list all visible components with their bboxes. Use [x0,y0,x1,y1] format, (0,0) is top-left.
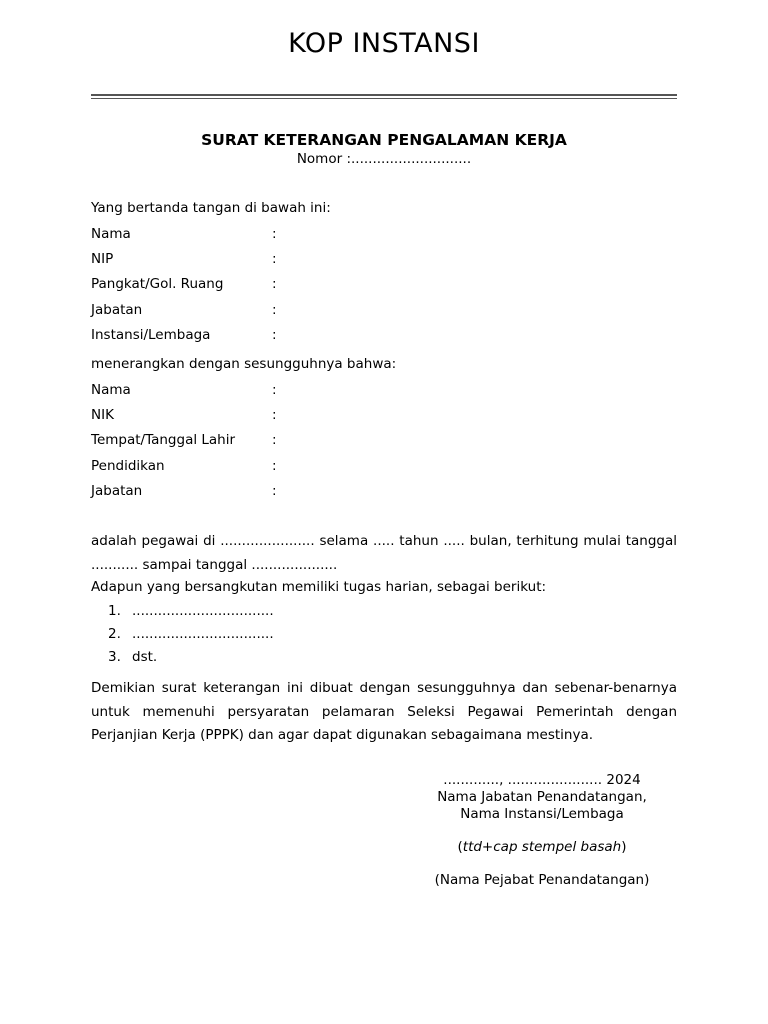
duty-number: 3. [108,649,121,665]
signer-field-colon: : [272,302,277,318]
duty-number: 1. [108,603,121,619]
closing-paragraph: Demikian surat keterangan ini dibuat dengan sesungguhnya dan sebenar-benarnya untuk memenuhi persyaratan pelamaran Seleksi Pegawai Pemerintah dengan Perjanjian Kerja (PPPK) dan agar dapat digunakan sebagaimana mestinya. [91,680,677,743]
duty-text: ................................. [132,603,274,619]
signature-stamp-note [414,839,670,855]
statement-text: menerangkan dengan sesungguhnya bahwa: [91,356,397,372]
employee-field-label: Nama [91,382,131,398]
intro-text: Yang bertanda tangan di bawah ini: [91,200,331,216]
letterhead-title: KOP INSTANSI [288,28,480,59]
duty-list-item [108,649,157,665]
stamp-paren-close: ) [621,839,627,855]
stamp-text: ttd+cap stempel basah [462,839,622,855]
document-title: SURAT KETERANGAN PENGALAMAN KERJA [201,131,567,149]
signer-field-label: Instansi/Lembaga [91,327,211,343]
employee-field-label: Jabatan [91,483,143,499]
letterhead-divider-thick [91,94,677,96]
employee-field-colon: : [272,458,277,474]
duty-text: dst. [132,649,158,665]
signer-field-label: NIP [91,251,114,267]
signer-field-colon: : [272,251,277,267]
signature-official-name: (Nama Pejabat Penandatangan) [434,872,650,888]
signer-field-label: Pangkat/Gol. Ruang [91,276,224,292]
signer-field-colon: : [272,276,277,292]
signer-field-label: Nama [91,226,131,242]
duty-text: ................................. [132,626,274,642]
duties-intro: Adapun yang bersangkutan memiliki tugas harian, sebagai berikut: [91,579,547,595]
signature-place-date: ............., ...................... 2024 [443,772,641,788]
employee-field-colon: : [272,432,277,448]
employee-field-colon: : [272,407,277,423]
employee-field-label: NIK [91,407,114,423]
signer-field-colon: : [272,226,277,242]
signer-field-label: Jabatan [91,302,143,318]
employee-field-label: Pendidikan [91,458,165,474]
duty-number: 2. [108,626,121,642]
employment-paragraph: adalah pegawai di ...................... selama ..... tahun ..... bulan, terhitung mulai tanggal ........... sampai tanggal .................... [91,533,677,573]
signer-field-colon: : [272,327,277,343]
stamp-paren-open: ( [457,839,463,855]
signature-institution: Nama Instansi/Lembaga [460,806,624,822]
document-number: Nomor :............................ [296,151,472,167]
signature-position: Nama Jabatan Penandatangan, [437,789,647,805]
duty-list-item [108,626,274,642]
letterhead-divider-thin [91,98,677,99]
employee-field-label: Tempat/Tanggal Lahir [91,432,236,448]
employee-field-colon: : [272,382,277,398]
duty-list-item [108,603,274,619]
employee-field-colon: : [272,483,277,499]
